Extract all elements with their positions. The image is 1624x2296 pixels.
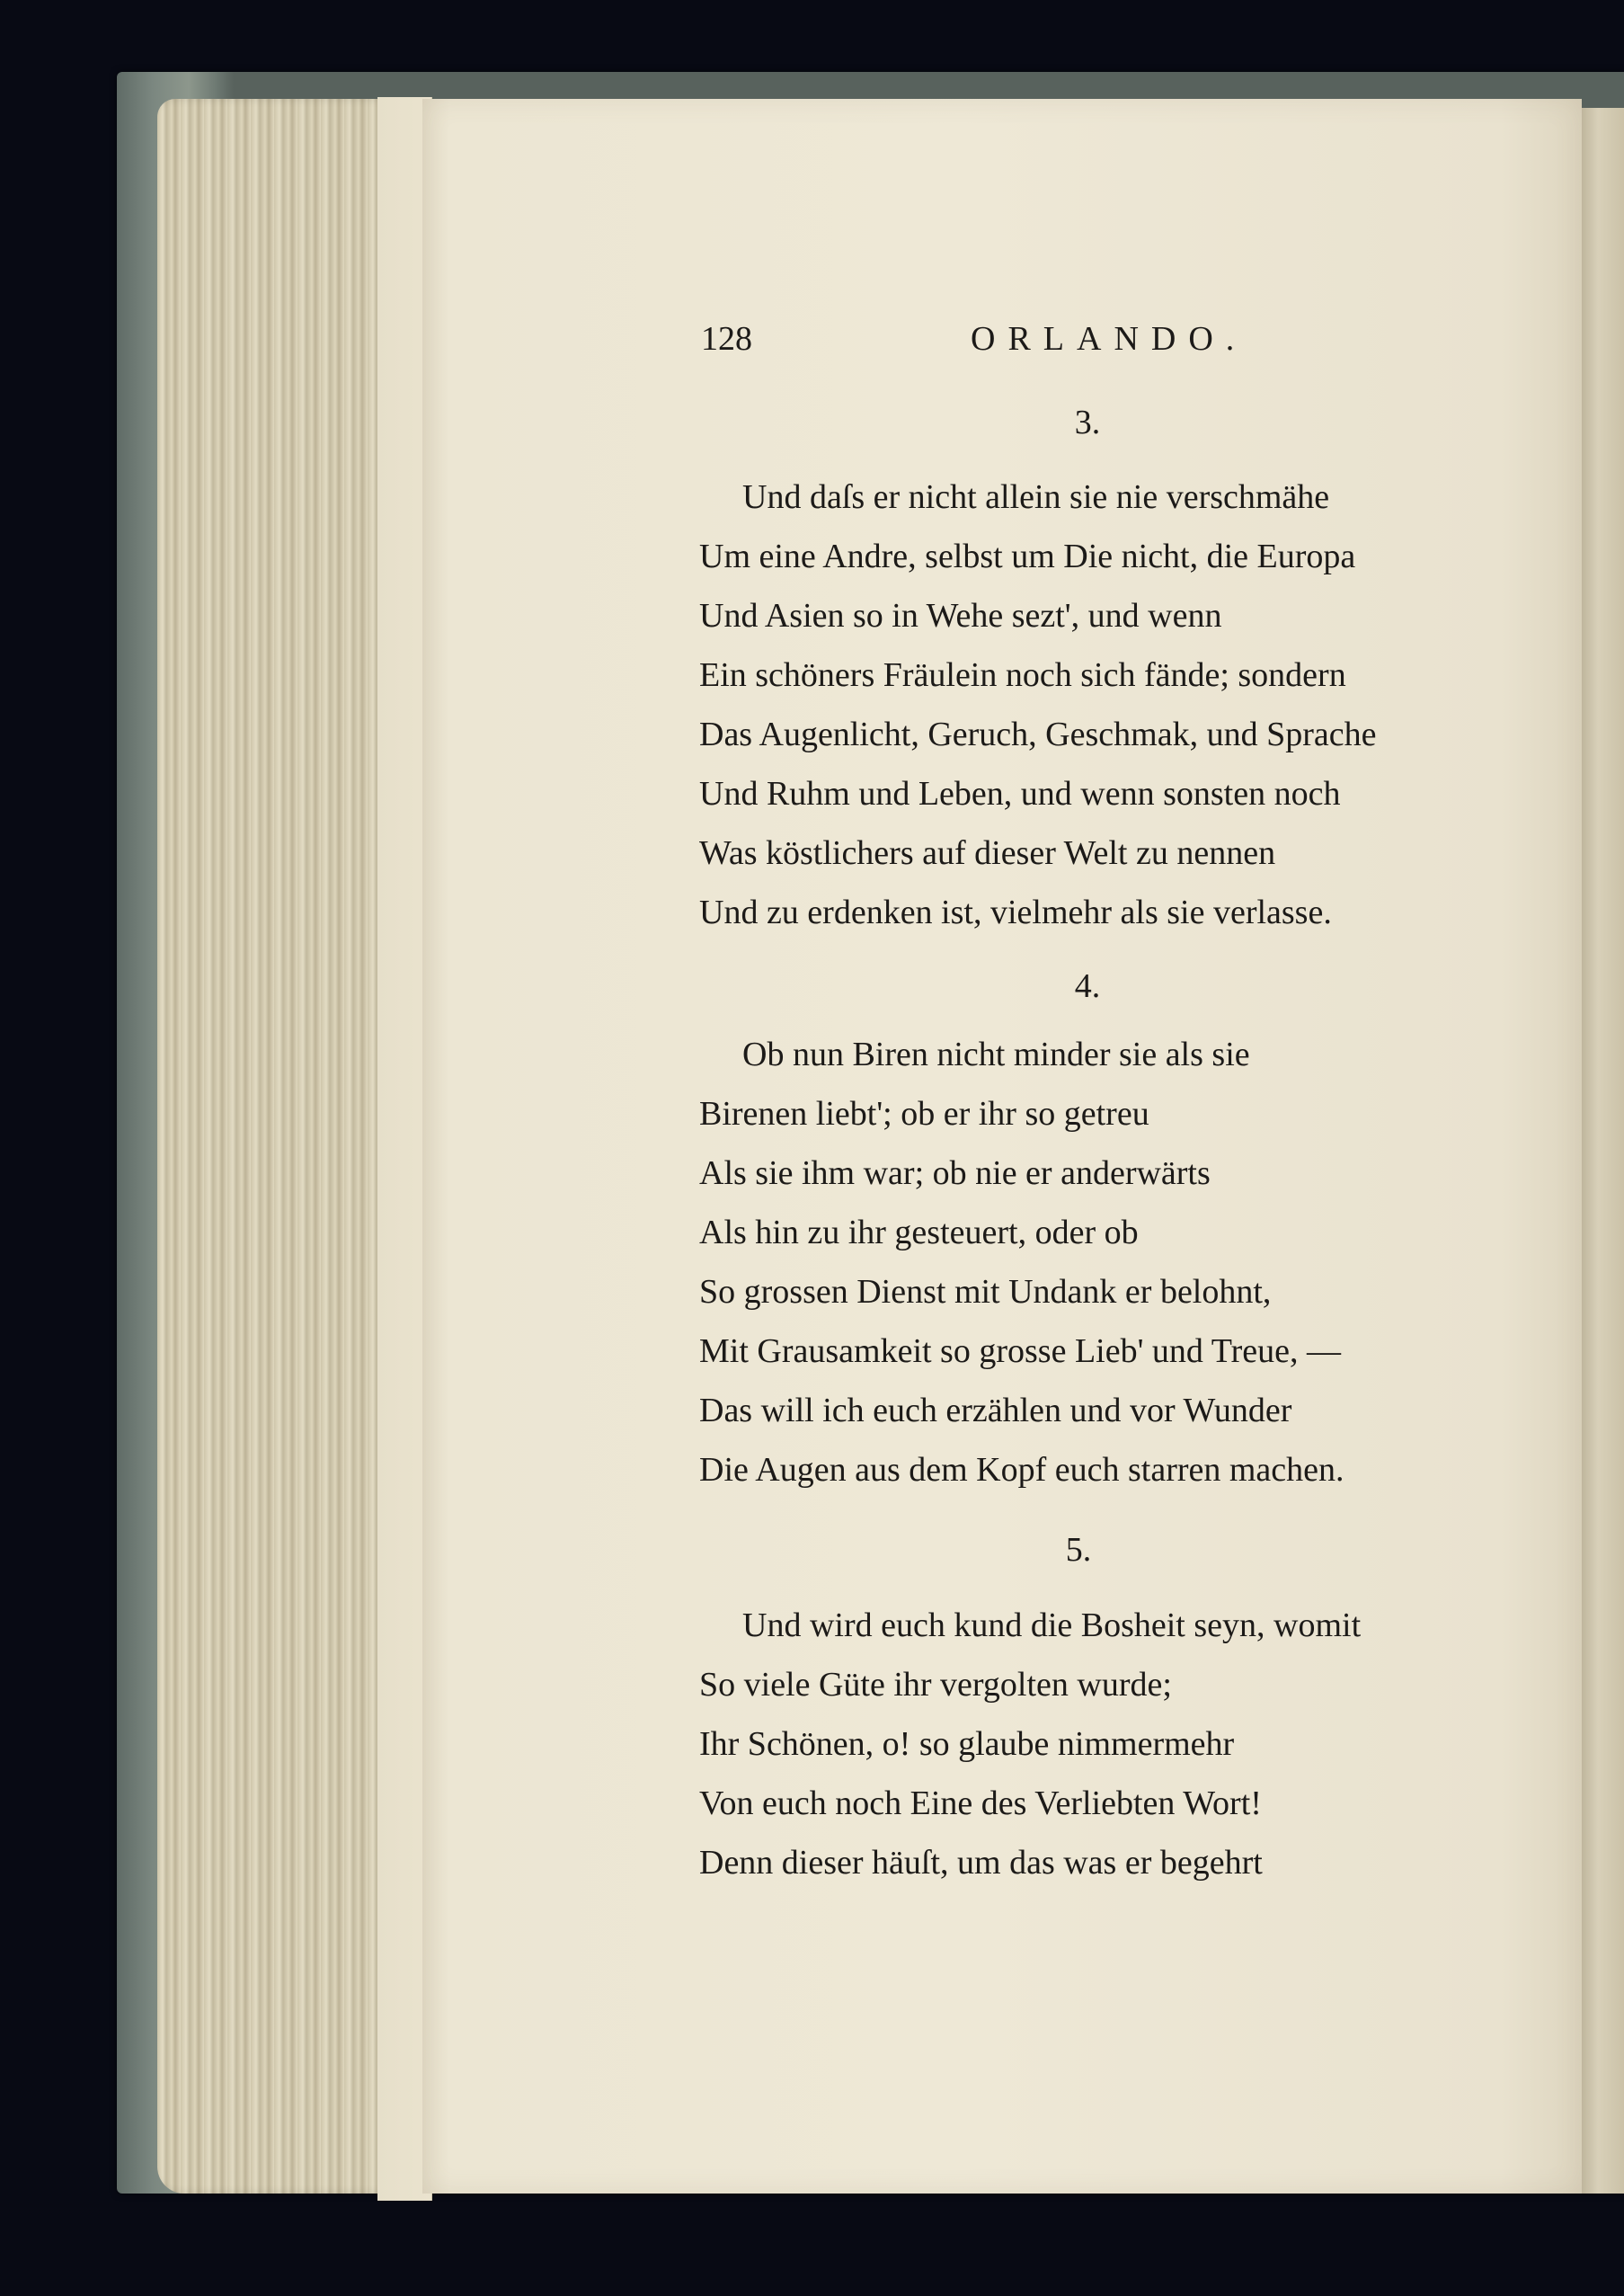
stanza-number: 3. [1074,404,1101,441]
verse-line: Die Augen aus dem Kopf euch starren machen. [699,1451,1344,1489]
verse-line: Und zu erdenken ist, vielmehr als sie verlasse. [699,894,1332,931]
verse-line: Ein schöners Fräulein noch sich fände; sondern [699,656,1346,694]
verse-line: Mit Grausamkeit so grosse Lieb' und Treue, — [699,1332,1342,1370]
verse-line: Von euch noch Eine des Verliebten Wort! [699,1784,1262,1822]
verse-line: Als hin zu ihr gesteuert, oder ob [699,1214,1139,1251]
verse-line: Und wird euch kund die Bosheit seyn, womit [742,1606,1362,1644]
verse-line: So grossen Dienst mit Undank er belohnt, [699,1273,1272,1311]
stanza-number: 4. [1074,967,1101,1005]
verse-line: Das will ich euch erzählen und vor Wunder [699,1392,1292,1429]
page-number: 128 [701,320,752,358]
verse-line: Denn dieser häuſt, um das was er begehrt [699,1844,1263,1882]
stanza-number: 5. [1065,1531,1092,1569]
verse-line: So viele Güte ihr vergolten wurde; [699,1666,1172,1704]
verse-line: Und daſs er nicht allein sie nie verschmähe [742,478,1330,516]
verse-line: Ob nun Biren nicht minder sie als sie [742,1036,1250,1073]
verse-line: Ihr Schönen, o! so glaube nimmermehr [699,1725,1235,1763]
stanza-3 [699,467,1463,942]
verse-line: Um eine Andre, selbst um Die nicht, die Europa [699,538,1356,575]
verse-line: Was köstlichers auf dieser Welt zu nennen [699,834,1276,872]
stanza-4 [699,1025,1463,1500]
verse-line: Und Ruhm und Leben, und wenn sonsten noch [699,775,1341,813]
verse-line: Birenen liebt'; ob er ihr so getreu [699,1095,1149,1133]
verse-line: Als sie ihm war; ob nie er anderwärts [699,1154,1211,1192]
verse-line: Und Asien so in Wehe sezt', und wenn [699,597,1222,635]
stanza-5 [699,1596,1463,1892]
verse-line: Das Augenlicht, Geruch, Geschmak, und Sprache [699,716,1377,753]
running-title: ORLANDO. [971,320,1247,358]
page-header [701,319,1276,364]
